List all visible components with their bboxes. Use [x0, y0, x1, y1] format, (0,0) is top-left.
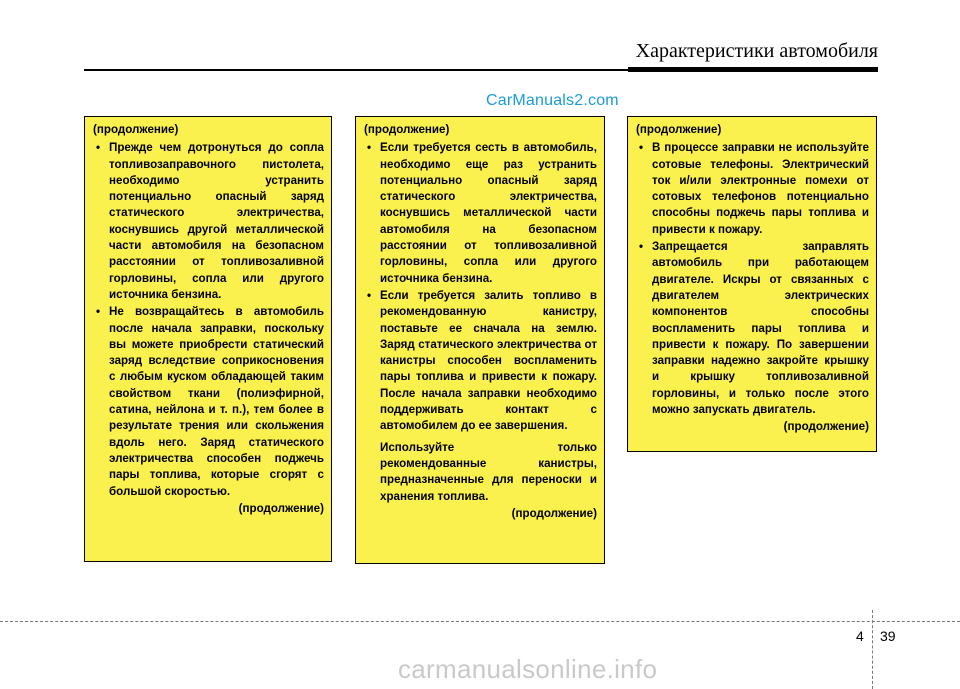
footer-divider [0, 621, 960, 622]
bullet-item: • Если требуется сесть в автомобиль, необходимо еще раз устранить потенциально опасный заряд статического электричества, коснувшись металлической части автомобиля на безопасном расстоянии от топливозаливной горловины, сопла или другого источника бензина. [364, 140, 597, 287]
warning-panel-2 [355, 116, 605, 564]
bullet-item: • Запрещается заправлять автомобиль при работающем двигателе. Искры от связанных с двигателем электрических компонентов способны воспламенить пары топлива и привести к пожару. По завершении заправки надежно закройте крышку и крышку топливозаливной горловины, и только после этого можно запускать двигатель. [636, 239, 869, 418]
continued-label-bottom: (продолжение) [511, 506, 597, 520]
page-number: 39 [880, 628, 896, 644]
continued-label-bottom: (продолжение) [238, 501, 324, 515]
bullet-item: • Не возвращайтесь в автомобиль после начала заправки, поскольку вы можете приобрести статический заряд вследствие соприкосновения с любым куском обладающей таким свойством ткани (полиэфирной, сатина, нейлона и т. п.), тем более в результате трения или скольжения вдоль него. Заряд статического электричества способен поджечь пары топлива, которые сгорят с большой скоростью. [93, 304, 324, 500]
continued-label-top: (продолжение) [636, 123, 722, 136]
warning-panel-3 [627, 116, 877, 452]
header-rule-accent [628, 67, 878, 72]
section-title: Характеристики автомобиля [635, 40, 878, 62]
watermark-bottom[interactable]: carmanualsonline.info [398, 654, 658, 684]
page-number-divider [872, 610, 873, 689]
continued-label-top: (продолжение) [364, 123, 450, 136]
continued-label-bottom: (продолжение) [783, 420, 869, 434]
bullet-item: • В процессе заправки не используйте сотовые телефоны. Электрический ток и/или электронные помехи от сотовых телефонов потенциально способны поджечь пары топлива и привести к пожару. [636, 140, 869, 238]
chapter-number: 4 [856, 628, 864, 644]
warning-panel-1 [84, 116, 332, 562]
continued-label-top: (продолжение) [93, 123, 179, 136]
bullet-item: • Прежде чем дотронуться до сопла топливозаправочного пистолета, необходимо устранить потенциально опасный заряд статического электричества, коснувшись другой металлической части автомобиля на безопасном расстоянии от топливозаливной горловины, сопла или другого источника бензина. [93, 140, 324, 303]
bullet-item: • Если требуется залить топливо в рекомендованную канистру, поставьте ее сначала на землю. Заряд статического электричества от канистры способен воспламенить пары топлива и привести к пожару. После начала заправки необходимо поддерживать контакт с автомобилем до ее завершения. [364, 288, 597, 435]
paragraph-item: Используйте только рекомендованные канистры, предназначенные для переноски и хранения топлива. [380, 440, 597, 503]
watermark-top[interactable]: CarManuals2.com [486, 92, 619, 109]
